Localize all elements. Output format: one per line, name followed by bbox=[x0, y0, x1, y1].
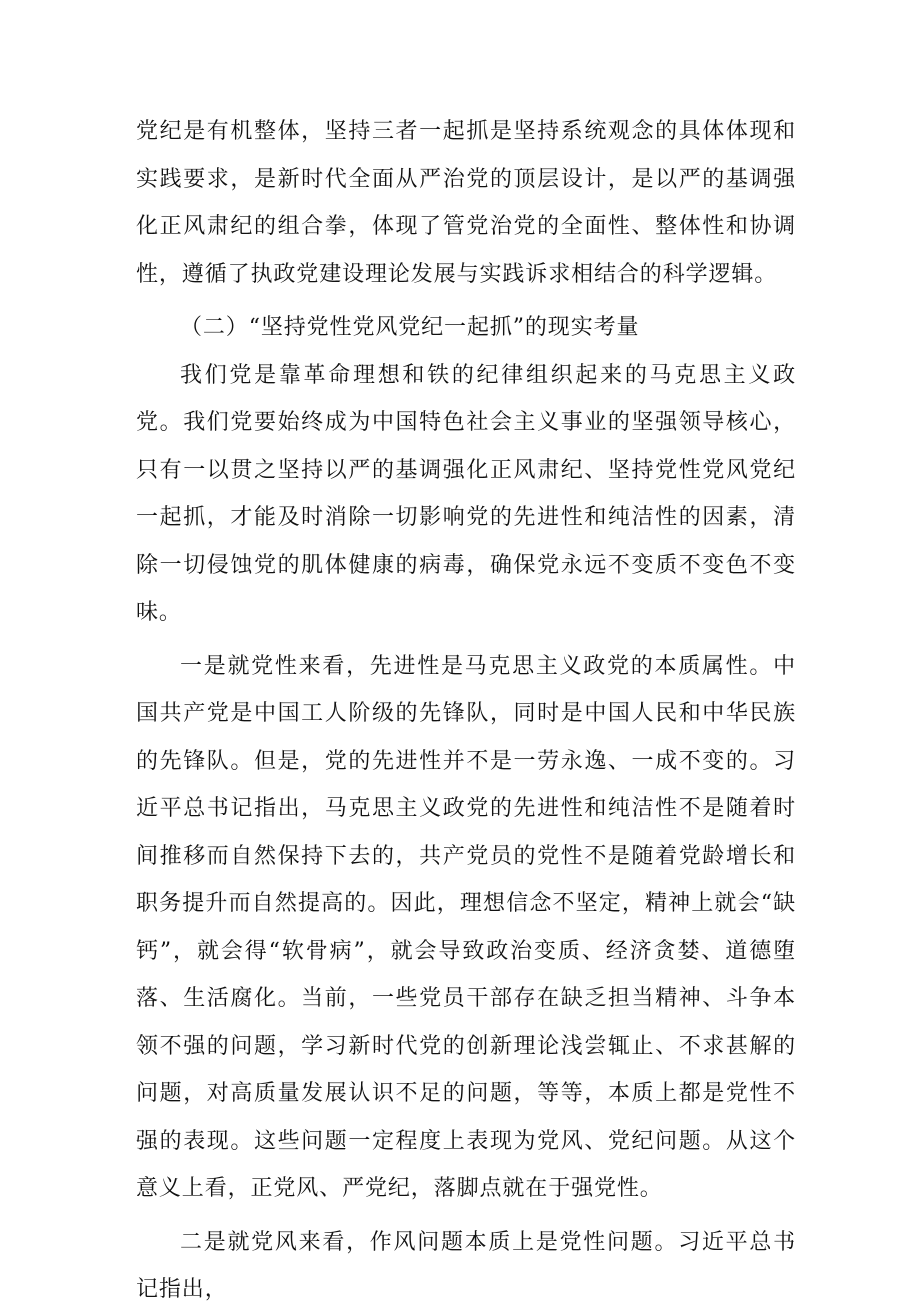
document-body bbox=[136, 108, 796, 1314]
paragraph-continuation: 党纪是有机整体，坚持三者一起抓是坚持系统观念的具体体现和实践要求，是新时代全面从严治党的顶层设计，是以严的基调强化正风肃纪的组合拳，体现了管党治党的全面性、整体性和协调性，遵循了执政党建设理论发展与实践诉求相结合的科学逻辑。 bbox=[136, 119, 796, 287]
paragraph: 二是就党风来看，作风问题本质上是党性问题。习近平总书记指出， bbox=[136, 1229, 796, 1302]
paragraph: 我们党是靠革命理想和铁的纪律组织起来的马克思主义政党。我们党要始终成为中国特色社会主义事业的坚强领导核心，只有一以贯之坚持以严的基调强化正风肃纪、坚持党性党风党纪一起抓，才能及时消除一切影响党的先进性和纯洁性的因素，清除一切侵蚀党的肌体健康的病毒，确保党永远不变质不变色不变味。 bbox=[136, 362, 796, 625]
paragraph: 一是就党性来看，先进性是马克思主义政党的本质属性。中国共产党是中国工人阶级的先锋队，同时是中国人民和中华民族的先锋队。但是，党的先进性并不是一劳永逸、一成不变的。习近平总书记指出，马克思主义政党的先进性和纯洁性不是随着时间推移而自然保持下去的，共产党员的党性不是随着党龄增长和职务提升而自然提高的。因此，理想信念不坚定，精神上就会“缺钙”，就会得“软骨病”，就会导致政治变质、经济贪婪、道德堕落、生活腐化。当前，一些党员干部存在缺乏担当精神、斗争本领不强的问题，学习新时代党的创新理论浅尝辄止、不求甚解的问题，对高质量发展认识不足的问题，等等，本质上都是党性不强的表现。这些问题一定程度上表现为党风、党纪问题。从这个意义上看，正党风、严党纪，落脚点就在于强党性。 bbox=[136, 653, 796, 1201]
section-heading: （二）“坚持党性党风党纪一起抓”的现实考量 bbox=[180, 315, 640, 340]
